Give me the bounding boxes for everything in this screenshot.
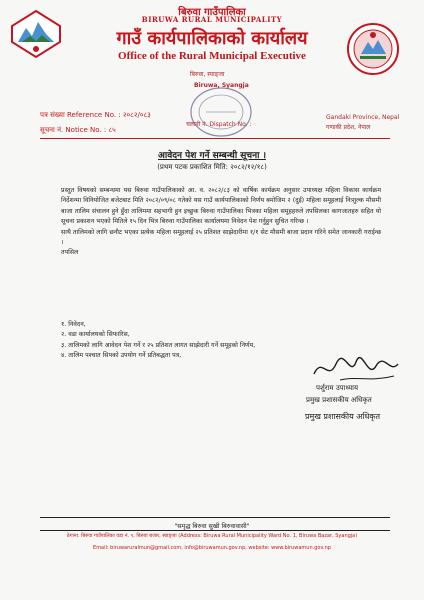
province-english: Gandaki Province, Nepal bbox=[326, 114, 400, 121]
header-divider bbox=[40, 138, 390, 139]
office-name-nepali-small: बिरुवा गाउँपालिका bbox=[178, 7, 246, 18]
body-paragraph-1: प्रस्तुत विषयको सम्बन्धमा यस बिरुवा गाउँपालिकाको आ. व. २०८२/८३ को वार्षिक कार्यक्रम अनुसार उपाध्यक्ष महिला विकास कार्यक्रम निर्देशन्मा विनियोजित बजेटबाट मिति २०८२/०९/०८ गतेको यस गाउँ कार्यपालिकाको निर्णय बमोजिम २ (दुई) महिला समूहलाई निःशुल्क मौसमी बाजा तालिम संचालन हुने हुँदा तालिममा सहभागी हुन इच्छुक बिरुवा गाउँपालिका भित्रका महिला समूहहरुले तपसिलका कागजातहरु सहित यो सूचना प्रकाशन भएको मितिले १५ दिन भित्र बिरुवा गाउँपालिका कार्यालयमा निवेदन पेश गर्नुहुन सुचित गरिन्छ । bbox=[61, 187, 381, 226]
list-item: ४. तालिम पश्चात सिपको उपयोग गर्ने प्रतिबद्धता पत्र, bbox=[61, 352, 182, 360]
reference-number: पत्र संख्या Reference No. : २०८२/०८३ bbox=[40, 111, 151, 119]
published-date: (प्रथम पटक प्रकाशित मिति: २०८२/१२/१८) bbox=[157, 163, 267, 171]
notice-title: आवेदन पेश गर्ने सम्बन्धी सूचना । bbox=[158, 151, 266, 161]
dispatch-number: चलानी नं. Dispatch No. : bbox=[186, 121, 252, 128]
municipality-seal-logo bbox=[346, 22, 400, 76]
signatory-designation: प्रमुख प्रशासकीय अधिकृत bbox=[306, 396, 372, 404]
handwritten-signature bbox=[310, 352, 402, 386]
body-paragraph-2: साथै तालिमको लागि छनौट भएका प्रत्येक महिला समूहलाई २५ प्रतिशत साझेदारीमा १/१ सेट मौसमी बाजा प्रदान गरिने समेत जानकारी गराईन्छ । bbox=[61, 228, 381, 247]
list-item: २. वडा कार्यालयको सिफारिस, bbox=[61, 331, 130, 339]
address-nepali: बिरुवा, स्याङ्जा bbox=[190, 71, 225, 78]
document-list bbox=[61, 320, 255, 362]
footer-divider-bottom bbox=[40, 530, 390, 531]
list-item: ३. तालिमको लागि आवेदन पेश गर्ने र २५ प्रतिशत लागत साझेदारी गर्ने समूहको निर्णय, bbox=[61, 341, 256, 349]
list-heading: तपसिल bbox=[61, 249, 79, 257]
notice-number: सूचना नं. Notice No. : ८५ bbox=[40, 126, 116, 134]
office-name-nepali-big: गाउँ कार्यपालिकाको कार्यालय bbox=[116, 28, 308, 49]
notice-body bbox=[61, 186, 381, 259]
signatory-designation-block: प्रमुख प्रशासकीय अधिकृत bbox=[305, 412, 381, 421]
province-block bbox=[326, 113, 399, 133]
address-english: Biruwa, Syangja bbox=[194, 82, 249, 89]
footer-contact: Email: biruwaruralmun@gmail.com, info@biruwamun.gov.np, website: www.biruwamun.gov.np bbox=[93, 545, 331, 551]
footer-divider-top bbox=[40, 517, 390, 518]
province-nepali: गण्डकी प्रदेश, नेपाल bbox=[326, 124, 371, 131]
footer-motto: "समृद्ध बिरुवा सुखी बिरुवावासी" bbox=[174, 523, 250, 530]
list-item: १. निवेदन, bbox=[61, 321, 86, 328]
signatory-name: पर्शुराम उपाध्याय bbox=[316, 384, 359, 392]
office-round-stamp bbox=[188, 84, 254, 140]
office-name-english-big: Office of the Rural Municipal Executive bbox=[118, 50, 306, 62]
footer-address: ठेगाना: बिरुवा गाउँपालिका वडा नं. १, बिरुवा बजार, स्याङ्जा (Address: Biruwa Rural Municipality Ward No. 1, Biruwa Bazar, Syangja) bbox=[66, 533, 358, 539]
office-name-english-small: BIRUWA RURAL MUNICIPALITY bbox=[141, 15, 283, 24]
